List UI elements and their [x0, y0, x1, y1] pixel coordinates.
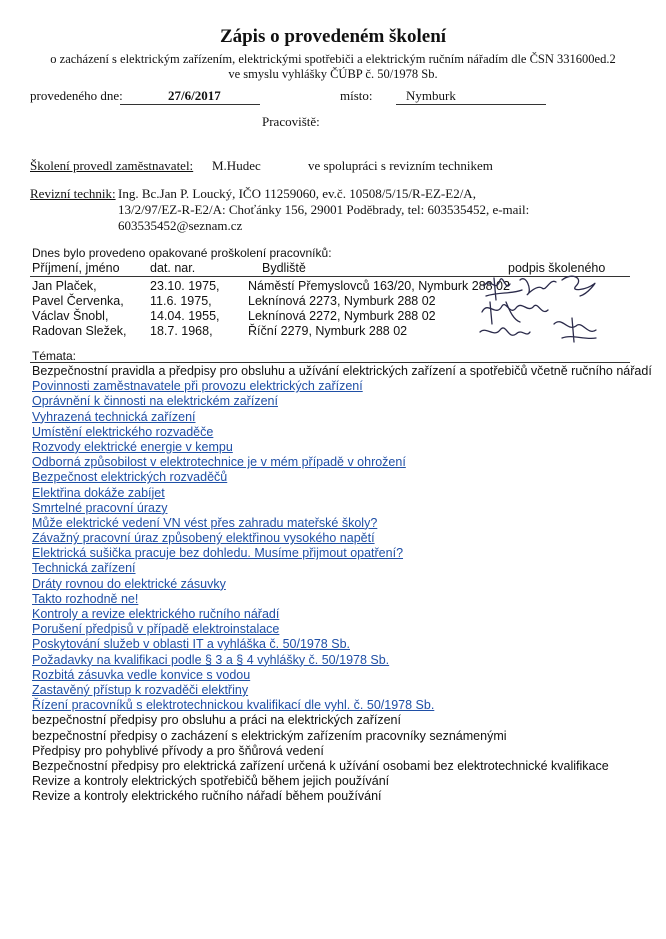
subtitle-line-1: o zacházení s elektrickým zařízením, elektrickými spotřebiči a elektrickým ručním nářadím dle ČSN 331600ed.2: [50, 52, 616, 66]
topic-link[interactable]: Porušení předpisů v případě elektroinstalace: [32, 622, 280, 637]
header-birth: dat. nar.: [150, 261, 196, 275]
technician-line-2: 13/2/97/EZ-R-E2/A: Choťánky 156, 29001 Poděbrady, tel: 603535452, e-mail:: [118, 202, 530, 217]
topic-item: Bezpečnostní pravidla a předpisy pro obsluhu a užívání elektrických zařízení a spotřebičů včetně ručního nářadí: [32, 364, 652, 378]
topics-list: [32, 364, 652, 804]
topic-link[interactable]: Povinnosti zaměstnavatele při provozu elektrických zařízení: [32, 379, 363, 394]
header-address: Bydliště: [262, 261, 306, 275]
subtitle-line-2: ve smyslu vyhlášky ČÚBP č. 50/1978 Sb.: [228, 67, 438, 81]
topic-item: Předpisy pro pohyblivé přívody a pro šňůrová vedení: [32, 743, 324, 758]
worker-birth: 14.04. 1955,: [150, 309, 220, 323]
topic-item: bezpečnostní předpisy o zacházení s elektrickým zařízením pracovníky seznámenými: [32, 728, 507, 743]
topic-link[interactable]: Elektřina dokáže zabíjet: [32, 485, 165, 500]
worker-birth: 11.6. 1975,: [150, 294, 212, 308]
handwritten-signatures: [476, 272, 606, 356]
worker-name: Radovan Sležek,: [32, 324, 127, 338]
topic-link[interactable]: Technická zařízení: [32, 561, 136, 576]
worker-birth: 18.7. 1968,: [150, 324, 213, 338]
topic-link[interactable]: Smrtelné pracovní úrazy: [32, 500, 168, 515]
trainer-label: Školení provedl zaměstnavatel:: [30, 158, 194, 173]
date-underline: [120, 104, 260, 105]
place-underline: [396, 104, 546, 105]
worker-address: Leknínová 2273, Nymburk 288 02: [248, 294, 436, 308]
worker-name: Václav Šnobl,: [32, 309, 109, 323]
topic-item: Revize a kontroly elektrického ručního nářadí během používání: [32, 789, 382, 804]
topic-link[interactable]: Takto rozhodně ne!: [32, 591, 139, 606]
document-title: Zápis o provedeném školení: [219, 26, 447, 47]
topic-item: bezpečnostní předpisy pro obsluhu a práci na elektrických zařízení: [32, 713, 401, 728]
date-value: 27/6/2017: [168, 88, 221, 103]
worker-address: Leknínová 2272, Nymburk 288 02: [248, 309, 436, 323]
topic-link[interactable]: Rozvody elektrické energie v kempu: [32, 439, 233, 454]
worker-address: Říční 2279, Nymburk 288 02: [248, 324, 408, 338]
topic-item: Bezpečnostní předpisy pro elektrická zařízení určená k užívání osobami bez elektrotechnické kvalifikace: [32, 758, 609, 773]
trainer-cooperation: ve spolupráci s revizním technikem: [308, 158, 493, 173]
topic-link[interactable]: Odborná způsobilost v elektrotechnice je v mém případě v ohrožení: [32, 455, 406, 470]
topic-link[interactable]: Řízení pracovníků s elektrotechnickou kvalifikací dle vyhl. č. 50/1978 Sb.: [32, 698, 435, 713]
topic-link[interactable]: Dráty rovnou do elektrické zásuvky: [32, 576, 226, 591]
topic-link[interactable]: Bezpečnost elektrických rozvaděčů: [32, 470, 228, 485]
workplace-label: Pracoviště:: [262, 114, 320, 129]
topic-link[interactable]: Vyhrazená technická zařízení: [32, 409, 196, 424]
intro-text: Dnes bylo provedeno opakované proškolení pracovníků:: [32, 246, 332, 260]
technician-email: 603535452@seznam.cz: [118, 218, 243, 233]
place-label: místo:: [340, 88, 373, 103]
worker-name: Jan Plaček,: [32, 279, 97, 293]
topic-item: Revize a kontroly elektrických spotřebičů během jejich používání: [32, 774, 390, 789]
topics-label: Témata:: [32, 349, 77, 363]
date-label: provedeného dne:: [30, 88, 123, 103]
header-name: Příjmení, jméno: [32, 261, 120, 275]
place-value: Nymburk: [406, 88, 456, 103]
technician-label: Revizní technik:: [30, 186, 116, 201]
topic-link[interactable]: Může elektrické vedení VN vést přes zahradu mateřské školy?: [32, 515, 378, 530]
topic-link[interactable]: Požadavky na kvalifikaci podle § 3 a § 4 vyhlášky č. 50/1978 Sb.: [32, 652, 390, 667]
topic-link[interactable]: Umístění elektrického rozvaděče: [32, 424, 214, 439]
topic-link[interactable]: Poskytování služeb v oblasti IT a vyhláška č. 50/1978 Sb.: [32, 637, 350, 652]
worker-name: Pavel Červenka,: [32, 294, 124, 308]
trainer-name: M.Hudec: [212, 158, 261, 173]
topics-rule: [30, 362, 630, 363]
topic-link[interactable]: Závažný pracovní úraz způsobený elektřinou vysokého napětí: [32, 531, 375, 546]
worker-address: Náměstí Přemyslovců 163/20, Nymburk 288 02: [248, 279, 510, 293]
technician-line-1: Ing. Bc.Jan P. Loucký, IČO 11259060, ev.č. 10508/5/15/R-EZ-E2/A,: [118, 186, 476, 201]
topic-link[interactable]: Oprávnění k činnosti na elektrickém zařízení: [32, 394, 278, 409]
header-signature: podpis školeného: [508, 261, 606, 275]
topic-link[interactable]: Elektrická sušička pracuje bez dohledu. Musíme přijmout opatření?: [32, 546, 404, 561]
topic-link[interactable]: Rozbitá zásuvka vedle konvice s vodou: [32, 667, 251, 682]
topic-link[interactable]: Zastavěný přístup k rozvaděči elektřiny: [32, 682, 249, 697]
worker-birth: 23.10. 1975,: [150, 279, 220, 293]
topic-link[interactable]: Kontroly a revize elektrického ručního nářadí: [32, 607, 280, 621]
